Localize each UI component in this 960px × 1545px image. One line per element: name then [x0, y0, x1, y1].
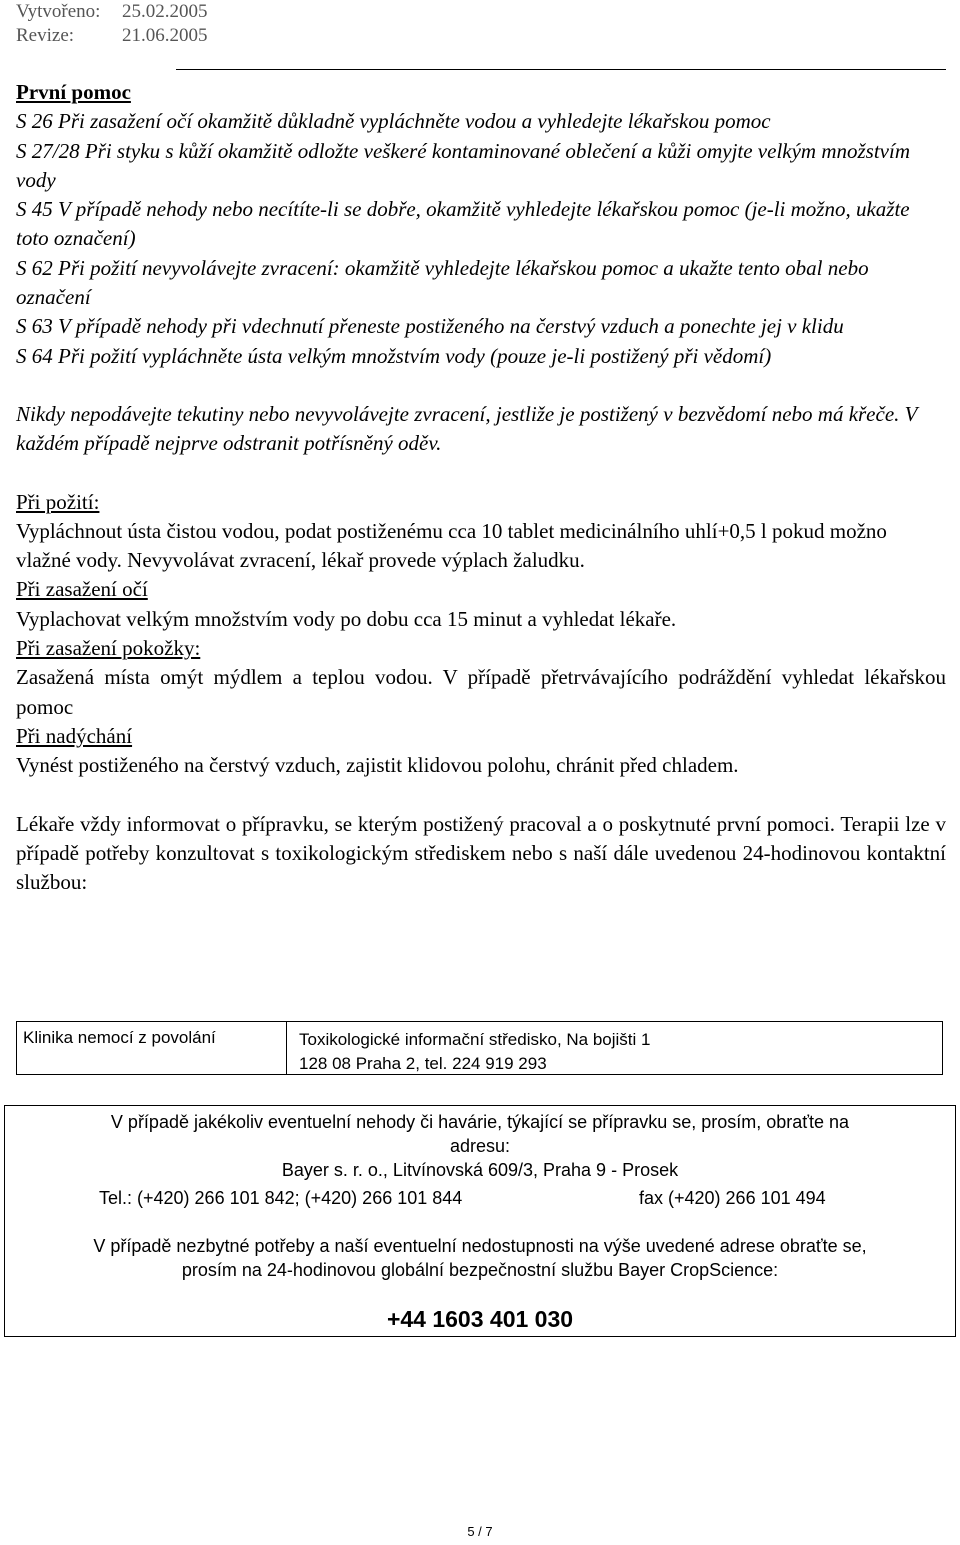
section-title: První pomoc [16, 80, 131, 104]
warning-text: Nikdy nepodávejte tekutiny nebo nevyvolávejte zvracení, jestliže je postižený v bezvědomí nebo má křeče. V každém případě nejprve odstranit potřísněný oděv. [16, 401, 918, 456]
inhalation-text: Vynést postiženého na čerstvý vzduch, zajistit klidovou polohu, chránit před chladem. [16, 753, 739, 778]
s-phrase: S 26 Při zasažení očí okamžitě důkladně vypláchněte vodou a vyhledejte lékařskou pomoc [16, 109, 771, 134]
contact-line: adresu: [449, 1136, 511, 1156]
clinic-box [16, 1021, 943, 1075]
s-phrase: S 45 V případě nehody nebo necítíte-li se dobře, okamžitě vyhledejte lékařskou pomoc (je-li možno, ukažte toto označení) [16, 197, 910, 251]
contact-line: prosím na 24-hodinovou globální bezpečnostní službu Bayer CropScience: [181, 1260, 779, 1280]
first-aid-instructions [16, 488, 946, 898]
inhalation-heading: Při nadýchání [16, 723, 133, 748]
s-phrase: S 64 Při požití vypláchněte ústa velkým množstvím vody (pouze je-li postižený při vědomí) [16, 343, 772, 368]
s-phrase: S 63 V případě nehody při vdechnutí přeneste postiženého na čerstvý vzduch a ponechte jej v klidu [16, 314, 844, 339]
s-phrase: S 62 Při požití nevyvolávejte zvracení: okamžitě vyhledejte lékařskou pomoc a ukažte tento obal nebo označení [16, 255, 869, 310]
page-number: 5 / 7 [467, 1524, 493, 1539]
bayer-address: Bayer s. r. o., Litvínovská 609/3, Praha 9 - Prosek [281, 1160, 679, 1180]
contact-line: V případě jakékoliv eventuelní nehody či havárie, týkající se přípravku se, prosím, obraťte na [110, 1112, 850, 1132]
created-row [16, 0, 208, 24]
doctor-note: Lékaře vždy informovat o přípravku, se kterým postižený pracoval a o poskytnuté první pomoci. Terapii lze v případě potřeby konzultovat s toxikologickým střediskem nebo s naší dále uvedenou 24-hodinovou kontaktní službou: [16, 811, 946, 895]
created-date: 25.02.2005 [122, 1, 208, 22]
emergency-phone: +44 1603 401 030 [386, 1306, 574, 1332]
created-label: Vytvořeno: [16, 1, 101, 22]
contact-box [4, 1105, 956, 1337]
skin-heading: Při zasažení pokožky: [16, 636, 201, 661]
revision-date: 21.06.2005 [122, 25, 208, 46]
revision-label: Revize: [16, 25, 75, 46]
header-divider [176, 69, 946, 70]
ingestion-heading: Při požití: [16, 489, 100, 514]
eyes-text: Vyplachovat velkým množstvím vody po dobu cca 15 minut a vyhledat lékaře. [16, 606, 677, 631]
document-header [16, 0, 208, 48]
s-phrases-list [16, 107, 946, 458]
eyes-heading: Při zasažení očí [16, 577, 148, 602]
contact-line: V případě nezbytné potřeby a naší eventuelní nedostupnosti na výše uvedené adrese obraťte se, [93, 1236, 867, 1256]
s-phrase: S 27/28 Při styku s kůží okamžitě odložte veškeré kontaminované oblečení a kůži omyjte velkým množstvím vody [16, 138, 911, 192]
clinic-address-line2: 128 08 Praha 2, tel. 224 919 293 [299, 1054, 547, 1073]
revision-row [16, 24, 208, 48]
clinic-address [299, 1022, 650, 1082]
document-body [16, 78, 946, 897]
clinic-name: Klinika nemocí z povolání [17, 1022, 287, 1074]
ingestion-text: Vypláchnout ústa čistou vodou, podat postiženému cca 10 tablet medicinálního uhlí+0,5 l pokud možno vlažné vody. Nevyvolávat zvracení, lékař provede výplach žaludku. [16, 518, 887, 573]
skin-text: Zasažená místa omýt mýdlem a teplou vodou. V případě přetrvávajícího podráždění vyhledat lékařskou pomoc [16, 665, 946, 719]
bayer-fax: fax (+420) 266 101 494 [639, 1188, 826, 1208]
bayer-tel: Tel.: (+420) 266 101 842; (+420) 266 101 844 [99, 1188, 463, 1208]
clinic-address-line1: Toxikologické informační středisko, Na bojišti 1 [299, 1030, 651, 1049]
